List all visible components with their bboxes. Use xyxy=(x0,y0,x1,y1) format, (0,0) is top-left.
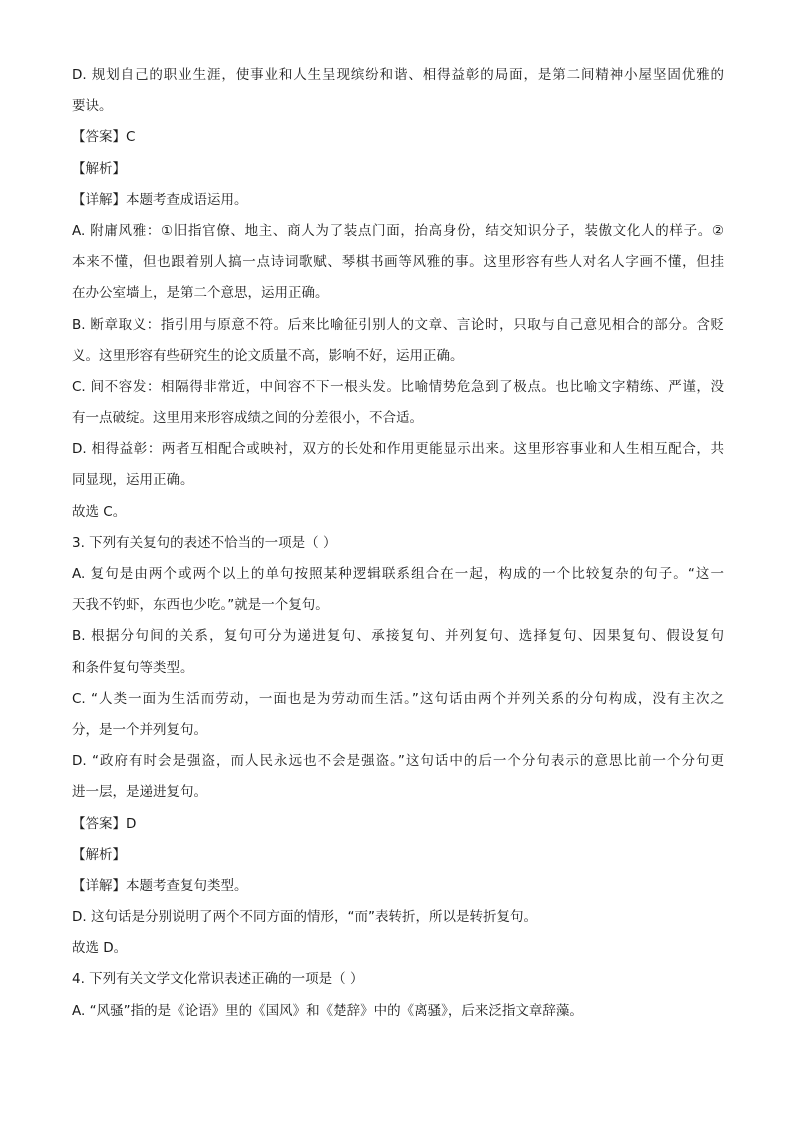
document-page xyxy=(72,60,724,1027)
option-text: A. “风骚”指的是《论语》里的《国风》和《楚辞》中的《离骚》，后来泛指文章辞藻。 xyxy=(72,1002,583,1019)
option-text: A. 复句是由两个或两个以上的单句按照某种逻辑联系组合在一起，构成的一个比较复杂的句子。“这一 xyxy=(72,566,724,582)
detail-label: 【详解】本题考查复句类型。 xyxy=(72,877,248,894)
question-stem: 3. 下列有关复句的表述不恰当的一项是（ ） xyxy=(72,534,337,551)
text-line: 故选 D。 xyxy=(72,940,128,957)
analysis-label: 【解析】 xyxy=(72,160,126,177)
option-text: 进一层，是递进复句。 xyxy=(72,784,207,801)
text-line: D. 相得益彰：两者互相配合或映衬，双方的长处和作用更能显示出来。这里形容事业和人生相互配合，共 xyxy=(72,441,724,458)
option-text: B. 根据分句间的关系，复句可分为递进复句、承接复句、并列复句、选择复句、因果复句、假设复句 xyxy=(72,628,724,645)
option-text: D. “政府有时会是强盗，而人民永远也不会是强盗。”这句话中的后一个分句表示的意思比前一个分句更 xyxy=(72,753,724,770)
text-line: 同显现，运用正确。 xyxy=(72,472,194,489)
text-line: 故选 C。 xyxy=(72,503,127,520)
text-line: 本来不懂，但也跟着别人搞一点诗词歌赋、琴棋书画等风雅的事。这里形容有些人对名人字画不懂，但挂 xyxy=(72,254,724,271)
text-line: B. 断章取义：指引用与原意不符。后来比喻征引别人的文章、言论时，只取与自己意见相合的部分。含贬 xyxy=(72,316,724,333)
option-text: C. “人类一面为生活而劳动，一面也是为劳动而生活。”这句话由两个并列关系的分句构成，没有主次之 xyxy=(72,690,724,707)
text-line: 有一点破绽。这里用来形容成绩之间的分差很小，不合适。 xyxy=(72,410,423,427)
text-line: 要诀。 xyxy=(72,98,113,115)
analysis-label: 【解析】 xyxy=(72,846,126,863)
answer-label: 【答案】D xyxy=(72,815,137,832)
text-line: D. 规划自己的职业生涯，使事业和人生呈现缤纷和谐、相得益彰的局面，是第二间精神小屋坚固优雅的 xyxy=(72,67,724,83)
text-line: A. 附庸风雅：①旧指官僚、地主、商人为了装点门面，抬高身份，结交知识分子，装傲文化人的样子。② xyxy=(72,222,724,239)
question-stem: 4. 下列有关文学文化常识表述正确的一项是（ ） xyxy=(72,971,364,988)
option-text: 和条件复句等类型。 xyxy=(72,659,194,676)
option-text: 分，是一个并列复句。 xyxy=(72,721,207,738)
text-line: 在办公室墙上，是第二个意思，运用正确。 xyxy=(72,285,329,302)
option-text: 天我不钓虾，东西也少吃。”就是一个复句。 xyxy=(72,597,329,614)
answer-label: 【答案】C xyxy=(72,129,136,146)
text-line: D. 这句话是分别说明了两个不同方面的情形，“而”表转折，所以是转折复句。 xyxy=(72,909,537,926)
text-line: 义。这里形容有些研究生的论文质量不高，影响不好，运用正确。 xyxy=(72,347,464,364)
text-line: C. 间不容发：相隔得非常近，中间容不下一根头发。比喻情势危急到了极点。也比喻文字精练、严谨，没 xyxy=(72,378,724,395)
detail-label: 【详解】本题考查成语运用。 xyxy=(72,191,248,208)
